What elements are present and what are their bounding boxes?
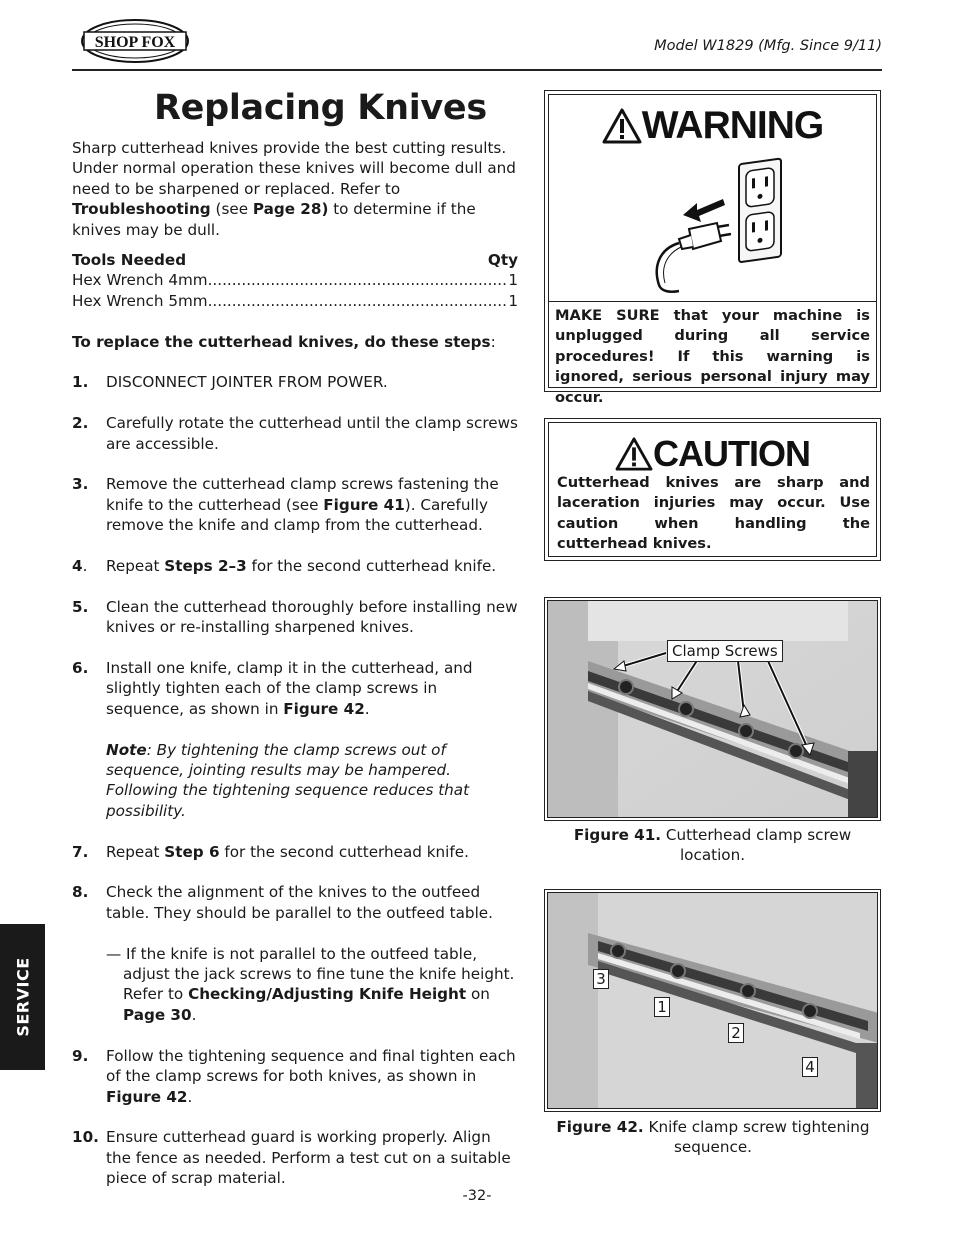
shop-fox-logo bbox=[80, 18, 190, 64]
caution-triangle-icon bbox=[615, 437, 653, 471]
sequence-label-1: 1 bbox=[654, 997, 670, 1017]
step-10: 10. Ensure cutterhead guard is working properly. Align the fence as needed. Perform a test cut on a suitable piece of scrap material. bbox=[72, 1128, 511, 1188]
tools-header: Tools Needed bbox=[72, 251, 187, 270]
step-7: 7. Repeat Step 6 for the second cutterhead knife. bbox=[72, 842, 469, 861]
figure-41-caption: Figure 41. Cutterhead clamp screw location. bbox=[573, 826, 852, 865]
step-1: 1. DISCONNECT JOINTER FROM POWER. bbox=[72, 373, 388, 392]
page-number: -32- bbox=[462, 1188, 492, 1204]
caution-heading: CAUTION bbox=[549, 433, 876, 475]
sequence-label-4: 4 bbox=[802, 1057, 818, 1077]
warning-heading: WARNING bbox=[549, 101, 876, 151]
step-4: 4. Repeat Steps 2–3 for the second cutterhead knife. bbox=[72, 557, 497, 576]
warning-box bbox=[544, 90, 881, 406]
caution-box bbox=[544, 418, 881, 561]
caution-text: Cutterhead knives are sharp and laceration injuries may occur. Use caution when handling the cutterhead knives. bbox=[557, 474, 870, 553]
qty-header: Qty bbox=[487, 251, 518, 270]
page-title: Replacing Knives bbox=[154, 88, 487, 128]
step-8-substep: — If the knife is not parallel to the outfeed table, adjust the jack screws to fine tune the knife height. Refer to Checking/Adjusting Knife Height on Page 30. bbox=[106, 944, 515, 1024]
sequence-label-2: 2 bbox=[728, 1023, 744, 1043]
figure-41 bbox=[544, 597, 881, 821]
cutterhead-photo bbox=[548, 601, 878, 818]
figure-42-caption: Figure 42. Knife clamp screw tightening sequence. bbox=[556, 1118, 870, 1157]
main-content bbox=[72, 88, 518, 1189]
step-6-note: Note: By tightening the clamp screws out of sequence, jointing results may be hampered. Following the tightening sequence reduces that possibility. bbox=[106, 740, 470, 820]
step-6: 6. Install one knife, clamp it in the cutterhead, and slightly tighten each of the clamp screws in sequence, as shown in Figure 42. bbox=[72, 659, 473, 718]
tool-row: Hex Wrench 4mm ..... 1 bbox=[72, 270, 518, 290]
intro-paragraph: Sharp cutterhead knives provide the best cutting results. Under normal operation these knives will become dull and need to be sharpened or replaced. Refer to Troubleshooting (see Page 28) to determine if the knives may be dull. bbox=[72, 139, 516, 239]
section-tab-service: SERVICE bbox=[0, 924, 45, 1070]
step-2: 2. Carefully rotate the cutterhead until the clamp screws are accessible. bbox=[72, 414, 518, 453]
unplug-illustration-icon bbox=[649, 157, 789, 297]
step-3: 3. Remove the cutterhead clamp screws fastening the knife to the cutterhead (see Figure 41). Carefully remove the knife and clamp from the cutterhead. bbox=[72, 475, 499, 535]
steps-intro: To replace the cutterhead knives, do these steps: bbox=[72, 332, 496, 351]
step-5: 5. Clean the cutterhead thoroughly before installing new knives or re-installing sharpened knives. bbox=[72, 597, 518, 637]
warning-triangle-icon bbox=[602, 108, 642, 144]
step-8: 8. Check the alignment of the knives to the outfeed table. They should be parallel to the outfeed table. bbox=[72, 883, 493, 922]
tool-row: Hex Wrench 5mm ..... 1 bbox=[72, 291, 518, 311]
clamp-screws-callout: Clamp Screws bbox=[667, 640, 783, 662]
tools-needed bbox=[72, 250, 518, 311]
model-number: Model W1829 (Mfg. Since 9/11) bbox=[654, 38, 882, 54]
logo-text: SHOP FOX bbox=[94, 34, 176, 51]
sequence-label-3: 3 bbox=[593, 969, 609, 989]
warning-text: MAKE SURE that your machine is unplugged during all service procedures! If this warning is ignored, serious personal injury may occur. bbox=[549, 301, 876, 408]
figure-42 bbox=[544, 889, 881, 1112]
step-9: 9. Follow the tightening sequence and final tighten each of the clamp screws for both knives, as shown in Figure 42. bbox=[72, 1046, 516, 1106]
header-rule bbox=[72, 69, 882, 71]
tightening-sequence-photo bbox=[548, 893, 878, 1109]
